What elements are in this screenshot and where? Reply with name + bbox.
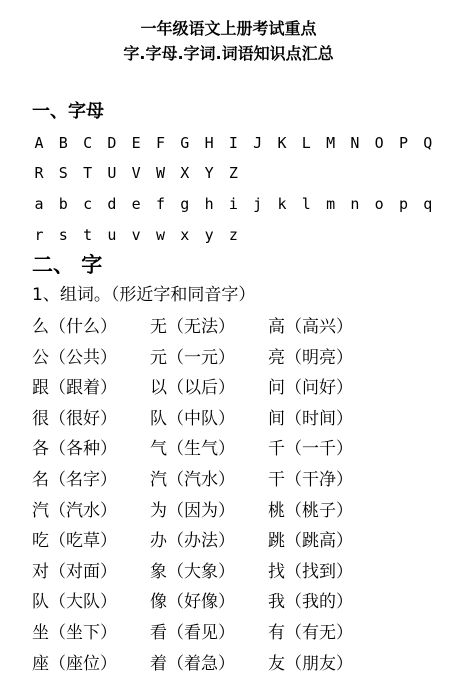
word-item: 跟（跟着） [32, 378, 117, 399]
word-row [32, 528, 452, 559]
word-item: 坐（坐下） [32, 622, 117, 643]
letter: l [301, 195, 311, 213]
word-item: 汽（汽水） [32, 500, 117, 521]
word-item: 以（以后） [150, 378, 235, 399]
section-heading-characters: 二、 字 [32, 253, 103, 277]
word-item: 元（一元） [150, 347, 235, 368]
letter: x [180, 226, 190, 244]
letter: g [180, 195, 190, 213]
letter: a [34, 195, 44, 213]
letter: q [423, 195, 433, 213]
word-row [32, 406, 452, 437]
section-heading-letters: 一、字母 [32, 101, 104, 122]
word-item: 跳（跳高） [268, 531, 353, 552]
letter: h [204, 195, 214, 213]
letter: X [180, 164, 190, 182]
letter: F [155, 134, 166, 152]
word-row [32, 314, 452, 345]
letter: Z [228, 164, 238, 182]
word-item: 干（干净） [268, 469, 353, 490]
letter: P [398, 134, 409, 152]
word-item: 队（大队） [32, 592, 117, 613]
word-item: 问（问好） [268, 378, 353, 399]
letter: T [83, 164, 93, 182]
word-row [32, 436, 452, 467]
word-item: 着（着急） [150, 653, 235, 674]
letter: J [253, 134, 263, 152]
letter: B [58, 134, 68, 152]
word-item: 队（中队） [150, 408, 235, 429]
word-item: 么（什么） [32, 317, 117, 337]
document-title-line1: 一年级语文上册考试重点 [140, 19, 317, 38]
letter: s [58, 226, 68, 244]
word-item: 很（很好） [32, 408, 117, 429]
letter: v [131, 226, 141, 244]
letter: y [204, 226, 214, 244]
word-row [32, 589, 452, 620]
letter: G [180, 134, 190, 152]
word-item: 间（时间） [268, 408, 353, 429]
word-item: 公（公共） [32, 347, 117, 368]
letter: t [83, 226, 93, 244]
letter: j [253, 195, 263, 213]
letter: V [131, 164, 141, 182]
word-item: 看（看见） [150, 622, 235, 643]
word-item: 我（我的） [268, 592, 353, 613]
letter: n [350, 195, 360, 213]
letter: A [34, 134, 44, 152]
word-item: 名（名字） [32, 469, 117, 490]
word-item: 象（大象） [150, 561, 235, 582]
letter: O [374, 134, 384, 152]
word-row [32, 651, 452, 682]
word-item: 有（有无） [268, 622, 353, 643]
word-row [32, 345, 452, 376]
word-item: 气（生气） [150, 439, 235, 460]
letter: N [350, 134, 360, 152]
word-item: 像（好像） [150, 592, 235, 613]
word-item: 千（一千） [268, 439, 353, 460]
letter: r [34, 226, 44, 244]
letter: i [228, 195, 238, 213]
letter: p [398, 195, 409, 213]
letter: Q [423, 134, 433, 152]
word-item: 吃（吃草） [32, 531, 117, 552]
word-item: 对（对面） [32, 561, 117, 582]
word-item: 桃（桃子） [268, 500, 353, 521]
letter: D [107, 134, 117, 152]
exercise-subheading: 1、组词。（形近字和同音字） [32, 285, 256, 305]
letter: E [131, 134, 141, 152]
letter: d [107, 195, 117, 213]
letter: m [326, 195, 336, 213]
word-item: 汽（汽水） [150, 469, 235, 490]
letter: H [204, 134, 214, 152]
letter: o [374, 195, 384, 213]
letter: c [83, 195, 93, 213]
word-row [32, 375, 452, 406]
letter: U [107, 164, 117, 182]
word-item: 各（各种） [32, 439, 117, 460]
word-item: 为（因为） [150, 500, 235, 521]
letter: W [155, 164, 166, 182]
letter: K [277, 134, 287, 152]
letter: M [326, 134, 336, 152]
word-item: 无（无法） [150, 317, 235, 337]
word-item: 亮（明亮） [268, 347, 353, 368]
letter: C [83, 134, 93, 152]
letter: k [277, 195, 287, 213]
letter: b [58, 195, 68, 213]
letter: I [228, 134, 238, 152]
letter: S [58, 164, 68, 182]
word-item: 找（找到） [268, 561, 353, 582]
letter: R [34, 164, 44, 182]
word-row [32, 559, 452, 590]
letter: Y [204, 164, 214, 182]
letter: f [155, 195, 166, 213]
word-item: 办（办法） [150, 531, 235, 552]
word-row [32, 498, 452, 529]
word-list [32, 314, 452, 681]
word-item: 高（高兴） [268, 317, 353, 337]
word-item: 座（座位） [32, 653, 117, 674]
word-row [32, 467, 452, 498]
letter: e [131, 195, 141, 213]
document-title-line2: 字.字母.字词.词语知识点汇总 [123, 44, 334, 63]
letter: z [228, 226, 238, 244]
word-item: 友（朋友） [268, 653, 353, 674]
letter: w [155, 226, 166, 244]
letter: u [107, 226, 117, 244]
word-row [32, 620, 452, 651]
letter: L [301, 134, 311, 152]
